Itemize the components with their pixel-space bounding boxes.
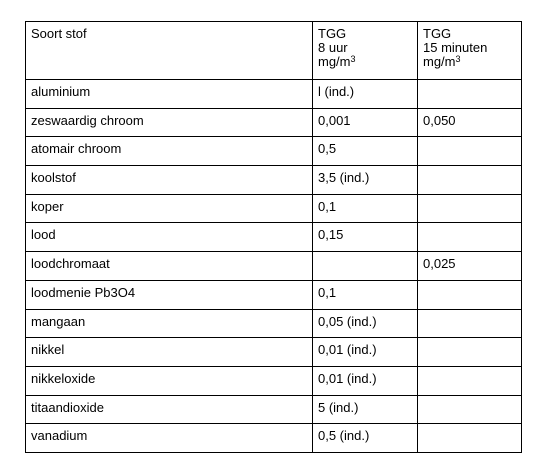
- cell-tgg-8h: 0,1: [313, 280, 418, 309]
- table-row: [26, 309, 522, 338]
- table-row: [26, 366, 522, 395]
- cell-tgg-8h: 0,1: [313, 194, 418, 223]
- header-tgg-15min: [418, 22, 522, 80]
- table-row: [26, 338, 522, 367]
- table-row: [26, 194, 522, 223]
- table-row: [26, 137, 522, 166]
- header-row: [26, 22, 522, 80]
- table-row: [26, 280, 522, 309]
- cell-substance: koper: [26, 194, 313, 223]
- cell-substance: nikkeloxide: [26, 366, 313, 395]
- cell-tgg-15min: [418, 395, 522, 424]
- cell-tgg-8h: 0,5 (ind.): [313, 424, 418, 453]
- header-substance-label: Soort stof: [31, 26, 87, 41]
- table-row: [26, 80, 522, 109]
- header-tgg-8h-line1: TGG: [318, 26, 347, 41]
- cell-substance: vanadium: [26, 424, 313, 453]
- cell-tgg-8h: 0,15: [313, 223, 418, 252]
- header-substance: [26, 22, 313, 80]
- cell-tgg-8h: 0,5: [313, 137, 418, 166]
- cell-tgg-15min: [418, 424, 522, 453]
- cell-substance: atomair chroom: [26, 137, 313, 166]
- cell-tgg-8h: l (ind.): [313, 80, 418, 109]
- header-tgg-15min-line1: TGG: [423, 26, 452, 41]
- cell-tgg-15min: 0,025: [418, 252, 522, 281]
- cell-tgg-15min: [418, 280, 522, 309]
- cell-substance: aluminium: [26, 80, 313, 109]
- table-row: [26, 395, 522, 424]
- table-body: [26, 80, 522, 453]
- cell-tgg-15min: [418, 137, 522, 166]
- table-row: [26, 424, 522, 453]
- cell-tgg-15min: [418, 194, 522, 223]
- cell-substance: lood: [26, 223, 313, 252]
- cell-tgg-8h: 3,5 (ind.): [313, 166, 418, 195]
- cell-tgg-15min: [418, 366, 522, 395]
- cell-tgg-8h: 0,01 (ind.): [313, 366, 418, 395]
- exposure-limits-table: [25, 21, 522, 453]
- cell-tgg-8h: 0,01 (ind.): [313, 338, 418, 367]
- cell-substance: loodchromaat: [26, 252, 313, 281]
- table-row: [26, 223, 522, 252]
- cell-tgg-8h: 0,001: [313, 108, 418, 137]
- table-row: [26, 252, 522, 281]
- cell-substance: nikkel: [26, 338, 313, 367]
- header-tgg-8h-unit: $mg/m^3$: [318, 54, 356, 69]
- cell-tgg-8h: [313, 252, 418, 281]
- cell-substance: mangaan: [26, 309, 313, 338]
- header-tgg-15min-unit: $mg/m^3$: [423, 54, 461, 69]
- cell-substance: loodmenie Pb3O4: [26, 280, 313, 309]
- header-tgg-8h-line2: 8 uur: [318, 40, 348, 55]
- cell-tgg-15min: [418, 166, 522, 195]
- header-tgg-15min-line2: 15 minuten: [423, 40, 488, 55]
- cell-tgg-15min: [418, 309, 522, 338]
- table-row: [26, 166, 522, 195]
- cell-tgg-8h: 0,05 (ind.): [313, 309, 418, 338]
- header-tgg-8h: [313, 22, 418, 80]
- cell-tgg-15min: 0,050: [418, 108, 522, 137]
- cell-tgg-15min: [418, 338, 522, 367]
- cell-tgg-15min: [418, 80, 522, 109]
- cell-substance: zeswaardig chroom: [26, 108, 313, 137]
- cell-tgg-15min: [418, 223, 522, 252]
- cell-substance: titaandioxide: [26, 395, 313, 424]
- table-row: [26, 108, 522, 137]
- cell-tgg-8h: 5 (ind.): [313, 395, 418, 424]
- cell-substance: koolstof: [26, 166, 313, 195]
